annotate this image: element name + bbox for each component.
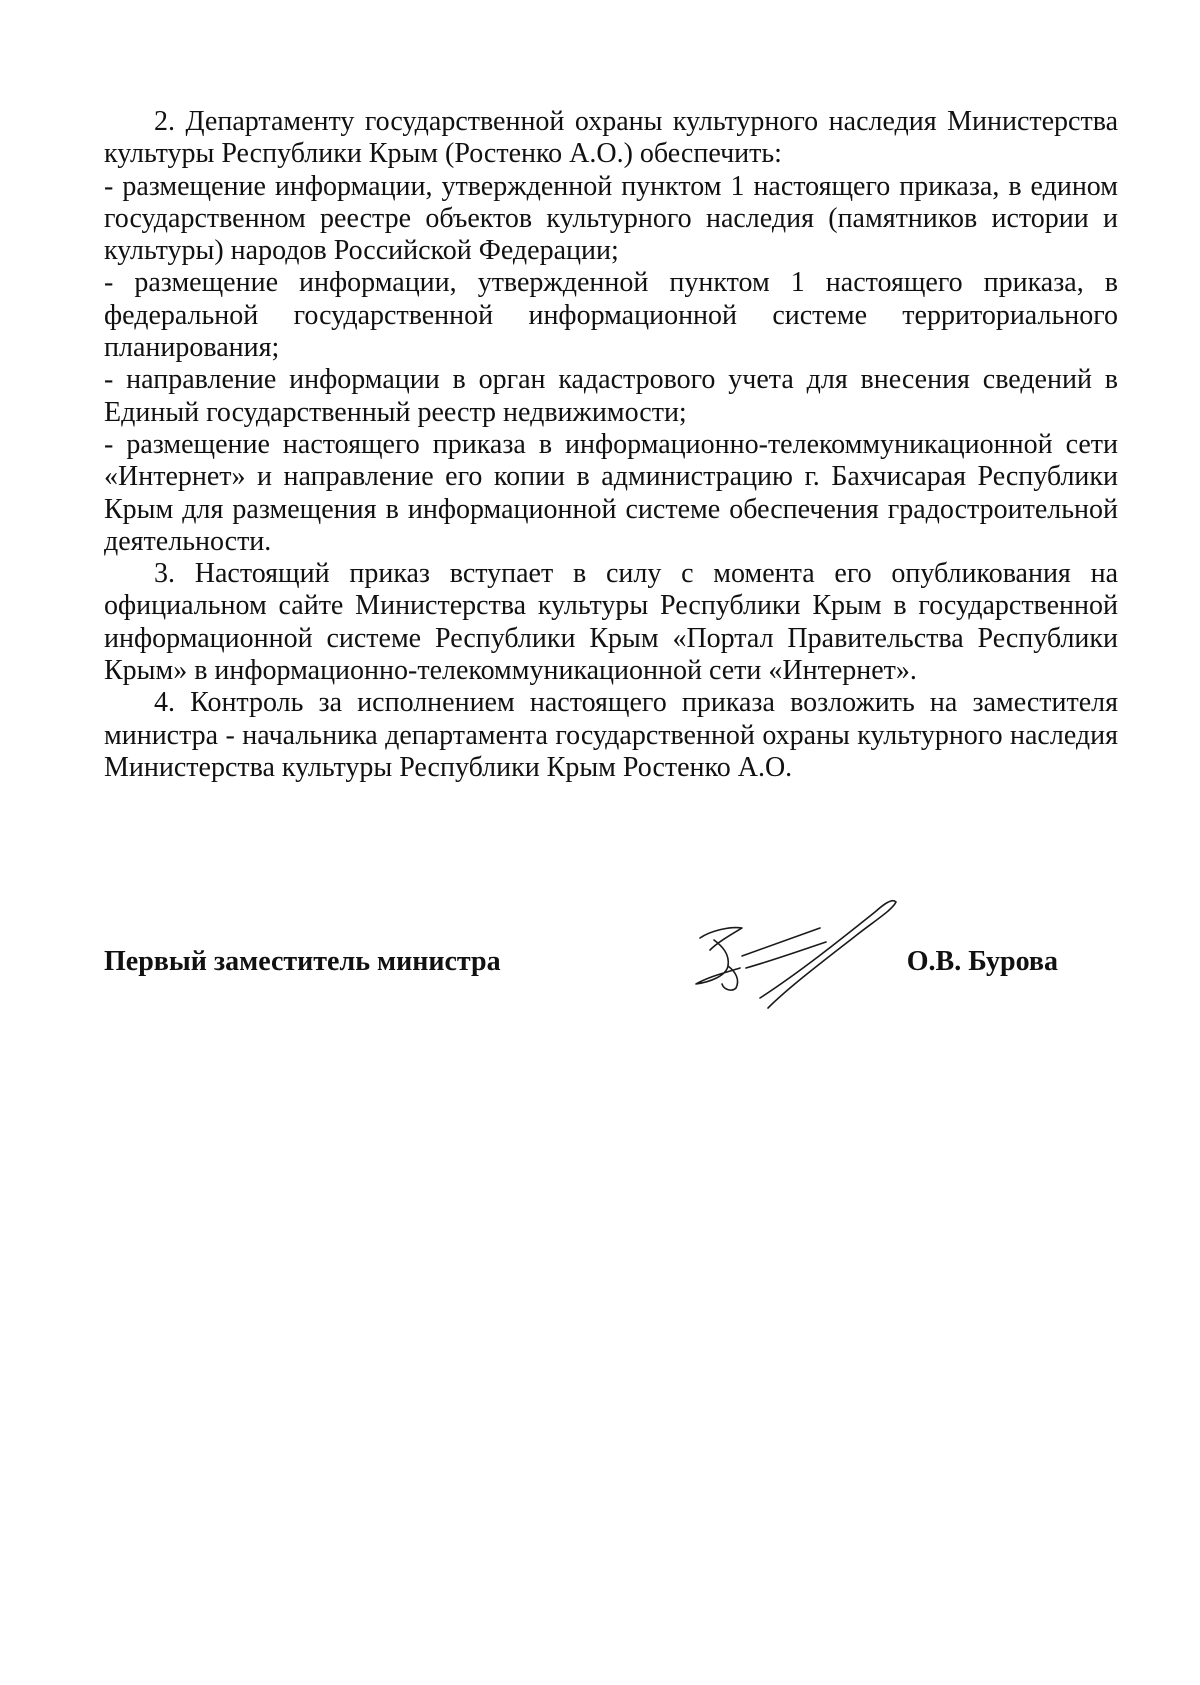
signatory-title: Первый заместитель министра [104,946,501,977]
paragraph-item-3: 3. Настоящий приказ вступает в силу с момента его опубликования на официальном сайте Министерства культуры Республики Крым в государственной информационной системе Республики Крым «Портал Правительства Республики Крым» в информационно-телекоммуникационной сети «Интернет». [104,558,1118,687]
paragraph-bullet-registry: - размещение информации, утвержденной пунктом 1 настоящего приказа, в едином государственном реестре объектов культурного наследия (памятников истории и культуры) народов Российской Федерации; [104,170,1118,267]
paragraph-bullet-internet: - размещение настоящего приказа в информационно-телекоммуникационной сети «Интернет» и направление его копии в администрацию г. Бахчисарая Республики Крым для размещения в информационной системе обеспечения градостроительной деятельности. [104,428,1118,557]
paragraph-bullet-cadastral: - направление информации в орган кадастрового учета для внесения сведений в Единый государственный реестр недвижимости; [104,364,1118,428]
document-body [104,106,1118,784]
paragraph-bullet-federal-system: - размещение информации, утвержденной пунктом 1 настоящего приказа, в федеральной государственной информационной системе территориального планирования; [104,267,1118,364]
handwritten-signature-icon [670,876,910,1026]
paragraph-item-4: 4. Контроль за исполнением настоящего приказа возложить на заместителя министра - начальника департамента государственной охраны культурного наследия Министерства культуры Республики Крым Ростенко А.О. [104,687,1118,783]
paragraph-item-2: 2. Департаменту государственной охраны культурного наследия Министерства культуры Республики Крым (Ростенко А.О.) обеспечить: [104,106,1118,170]
signature-block [104,930,1118,1010]
signatory-name: О.В. Бурова [906,946,1058,977]
